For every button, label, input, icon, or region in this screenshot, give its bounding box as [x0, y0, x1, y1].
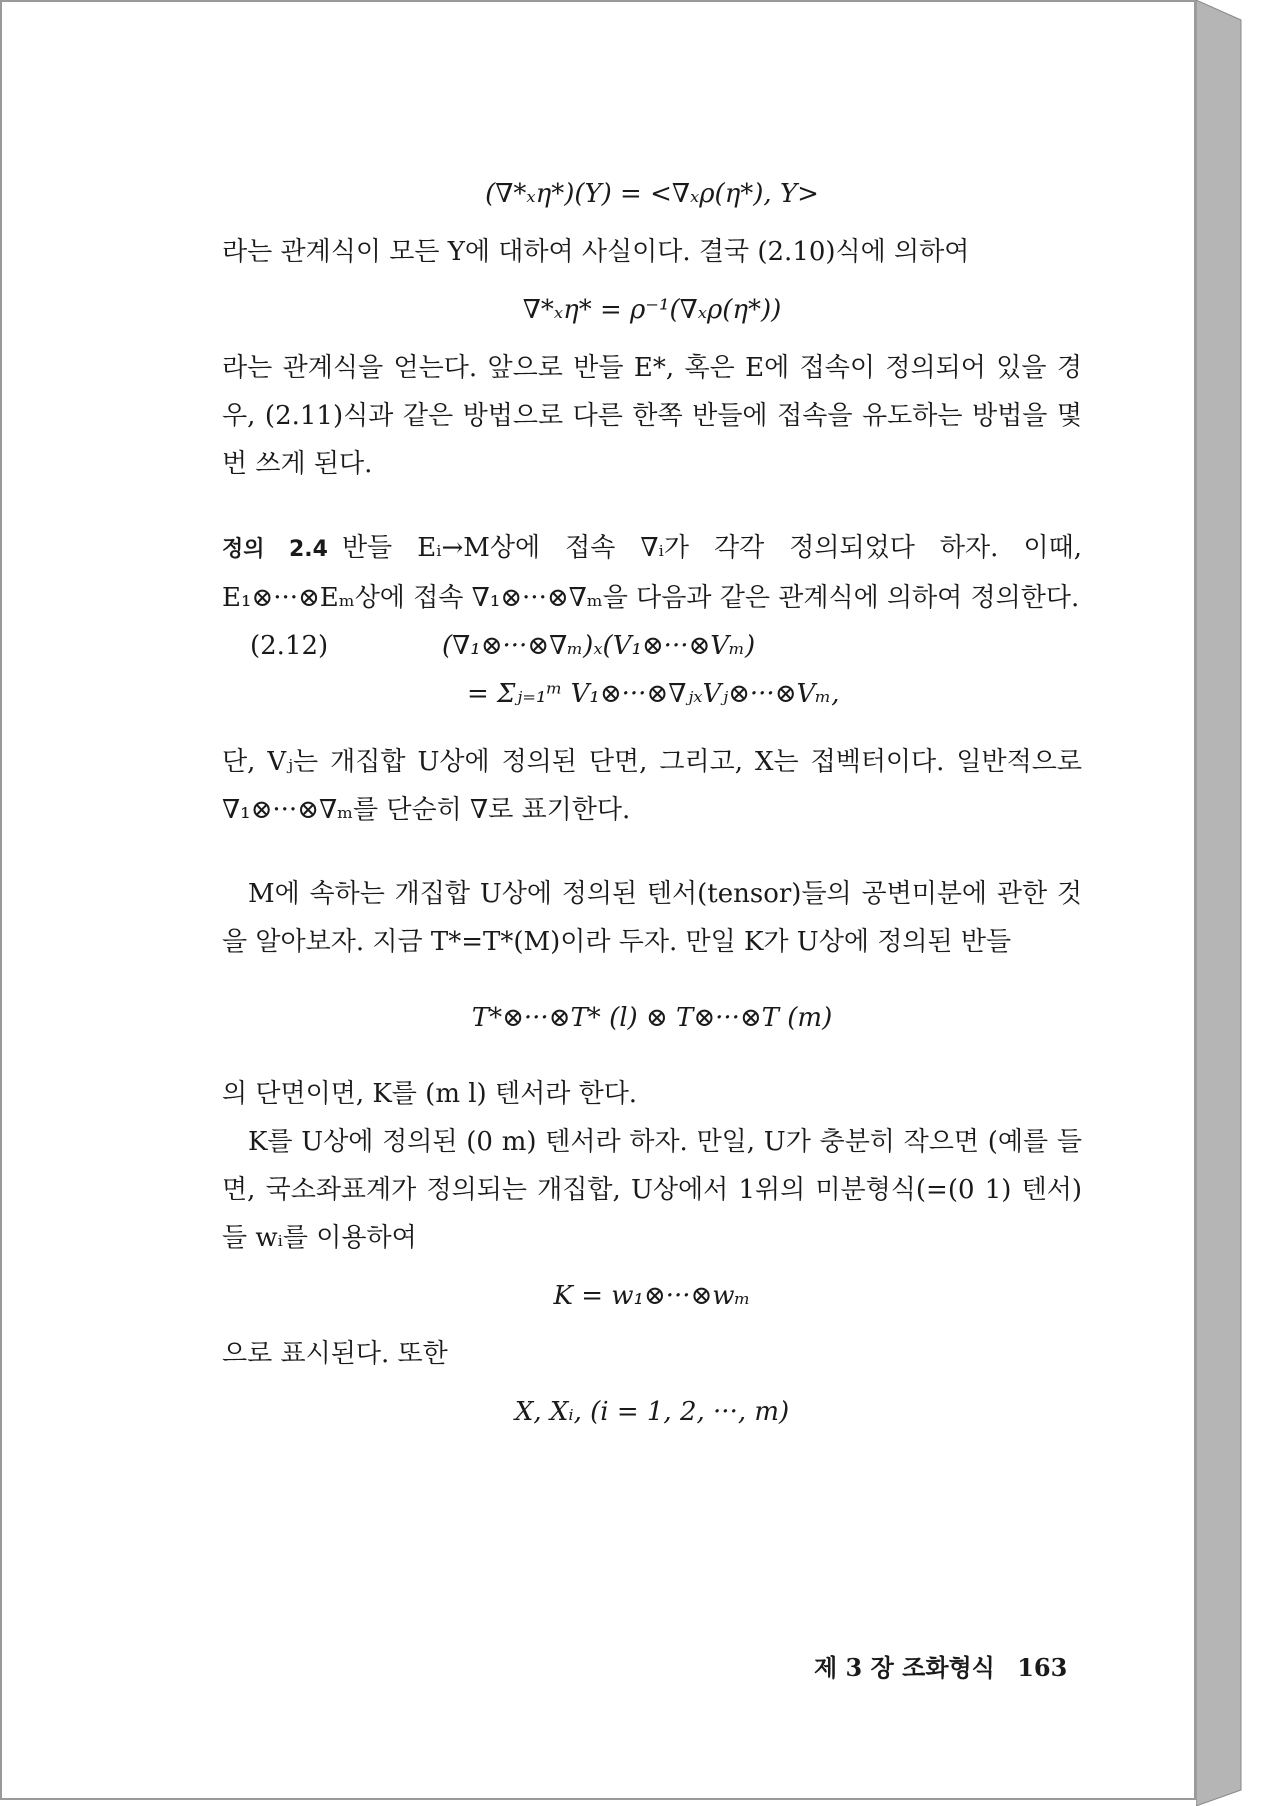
equation-2: ∇*ₓη* = ρ⁻¹(∇ₓρ(η*)): [522, 295, 782, 325]
equation-2-12-row2: [222, 670, 1082, 718]
definition-label: 정의 2.4: [222, 537, 328, 562]
page-thickness-edge: [1196, 0, 1281, 1806]
paragraph-7: 으로 표시된다. 또한: [222, 1339, 448, 1369]
page-number: 163: [1017, 1653, 1068, 1682]
equation-2-12-lhs: (∇₁⊗···⊗∇ₘ)ₓ(V₁⊗···⊗Vₘ): [442, 631, 756, 661]
equation-number: (2.12): [250, 631, 329, 661]
paragraph-5: 의 단면이면, K를 (m l) 텐서라 한다.: [222, 1079, 638, 1109]
definition-2-4: [222, 524, 1082, 622]
equation-2-12-rhs: = Σⱼ₌₁ᵐ V₁⊗···⊗∇ⱼₓVⱼ⊗···⊗Vₘ,: [467, 679, 840, 709]
equation-1: (∇*ₓη*)(Y) = <∇ₓρ(η*), Y>: [485, 179, 819, 209]
paragraph-6: K를 U상에 정의된 (0 m) 텐서라 하자. 만일, U가 충분히 작으면 (예를 들면, 국소좌표계가 정의되는 개집합, U상에서 1위의 미분형식(=(0 1) 텐서)들 wᵢ를 이용하여: [222, 1127, 1082, 1253]
definition-text: 반들 Eᵢ→M상에 접속 ∇ᵢ가 각각 정의되었다 하자. 이때, E₁⊗···⊗Eₘ상에 접속 ∇₁⊗···⊗∇ₘ을 다음과 같은 관계식에 의하여 정의한다.: [222, 533, 1082, 613]
equation-5: K = w₁⊗···⊗wₘ: [553, 1281, 751, 1311]
paragraph-4: M에 속하는 개집합 U상에 정의된 텐서(tensor)들의 공변미분에 관한 것을 알아보자. 지금 T*=T*(M)이라 두자. 만일 K가 U상에 정의된 반들: [222, 879, 1082, 957]
page-content: [222, 160, 1082, 1446]
running-head: 제 3 장 조화형식: [814, 1653, 995, 1682]
equation-4: T*⊗···⊗T* (l) ⊗ T⊗···⊗T (m): [471, 1003, 833, 1033]
paragraph-2: 라는 관계식을 얻는다. 앞으로 반들 E*, 혹은 E에 접속이 정의되어 있을 경우, (2.11)식과 같은 방법으로 다른 한쪽 반들에 접속을 유도하는 방법을 몇 번 쓰게 된다.: [222, 353, 1082, 479]
paragraph-1: 라는 관계식이 모든 Y에 대하여 사실이다. 결국 (2.10)식에 의하여: [222, 237, 970, 267]
equation-2-12-row1: [222, 622, 1082, 670]
paragraph-3: 단, Vⱼ는 개집합 U상에 정의된 단면, 그리고, X는 접벡터이다. 일반적으로 ∇₁⊗···⊗∇ₘ를 단순히 ∇로 표기한다.: [222, 747, 1082, 825]
page-footer: [800, 1648, 1067, 1683]
equation-6: X, Xᵢ, (i = 1, 2, ···, m): [514, 1397, 790, 1427]
